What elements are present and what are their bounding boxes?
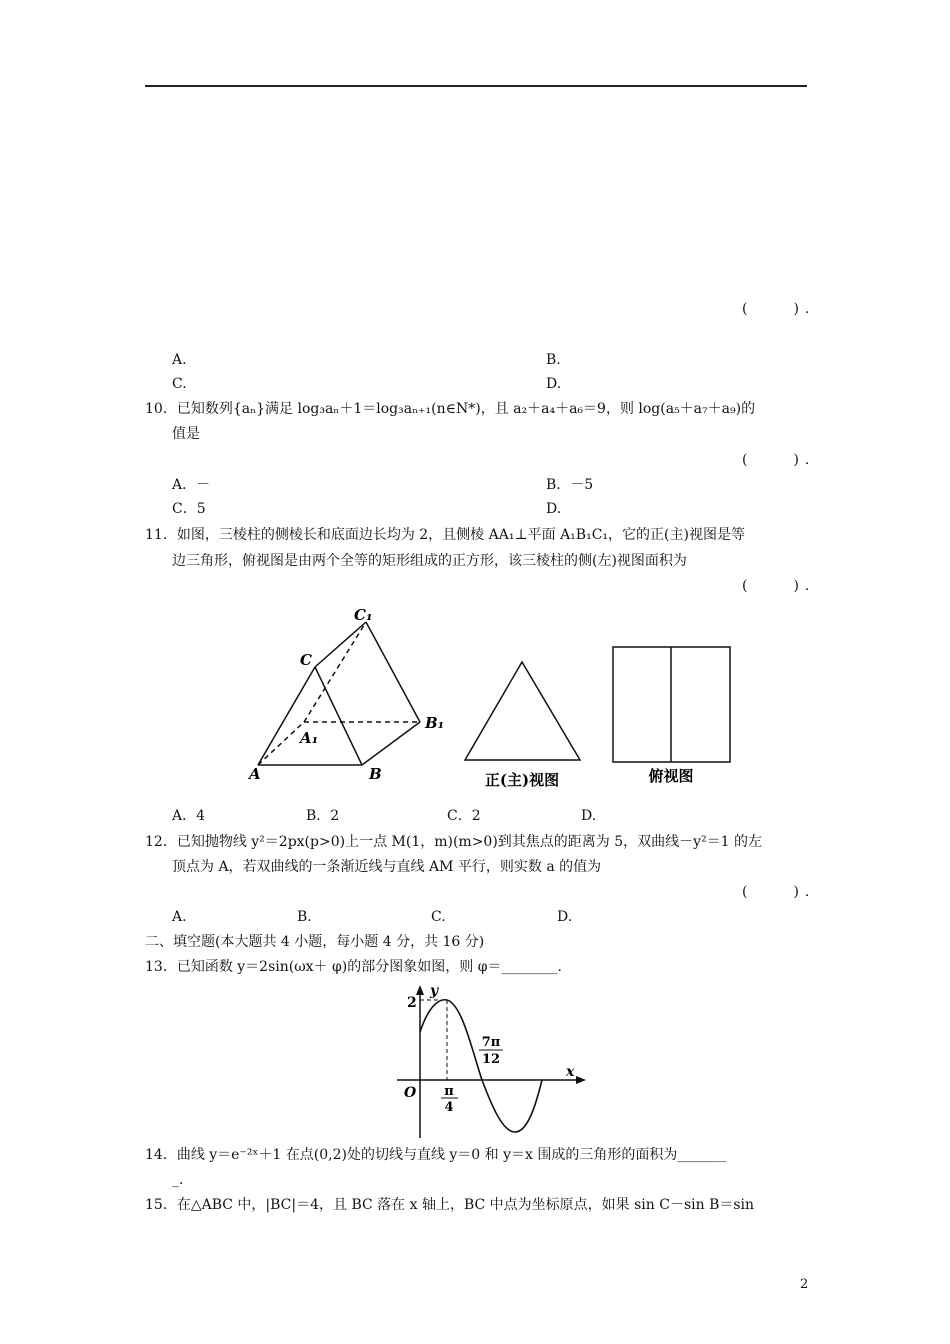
- q9-option-a: A.: [172, 352, 187, 368]
- prism-diagram: [258, 622, 420, 765]
- q9-option-b: B.: [546, 352, 561, 368]
- header-rule: [145, 85, 807, 87]
- q15-stem-line1: 15．在△ABC 中，|BC|＝4，且 BC 落在 x 轴上，BC 中点为坐标原点，如果 sin C－sin B＝sin: [145, 1197, 755, 1213]
- q12-option-d: D.: [557, 909, 573, 925]
- q11-answer-bracket: ( ).: [742, 578, 816, 594]
- q12-answer-bracket: ( ).: [742, 884, 816, 900]
- q9-option-c: C.: [172, 376, 187, 392]
- section-2-heading: 二、填空题(本大题共 4 小题，每小题 4 分，共 16 分): [145, 934, 485, 950]
- front-view-triangle: [465, 662, 580, 760]
- q11-figure: [240, 600, 740, 800]
- tick2-numerator: 7π: [481, 1035, 501, 1050]
- tick1-denominator: 4: [444, 1100, 454, 1115]
- q11-option-d: D.: [581, 808, 597, 824]
- q11-stem-line1: 11．如图，三棱柱的侧棱长和底面边长均为 2，且侧棱 AA₁⊥平面 A₁B₁C₁，它的正(主)视图是等: [145, 527, 745, 543]
- y-axis-arrow-icon: [416, 985, 424, 995]
- q12-stem-line1: 12．已知抛物线 y²＝2px(p>0)上一点 M(1，m)(m>0)到其焦点的距离为 5，双曲线－y²＝1 的左: [145, 834, 763, 850]
- q10-stem-line2: 值是: [172, 426, 200, 442]
- q11-option-a: A．4: [172, 808, 206, 824]
- label-b1: B₁: [425, 714, 445, 732]
- front-view-label: 正(主)视图: [484, 771, 560, 789]
- page-number: 2: [800, 1277, 809, 1292]
- y-tick-label: 2: [407, 995, 417, 1011]
- q10-option-a: A．－: [172, 477, 211, 493]
- q12-option-b: B.: [297, 909, 312, 925]
- x-axis-arrow-icon: [576, 1076, 586, 1084]
- label-c1: C₁: [354, 606, 373, 624]
- q12-option-a: A.: [172, 909, 187, 925]
- q9-option-d: D.: [546, 376, 562, 392]
- q13-sine-graph: [390, 978, 595, 1143]
- q9-answer-bracket: ( ).: [742, 301, 816, 317]
- origin-label: O: [404, 1085, 417, 1101]
- q10-stem-line1: 10．已知数列{aₙ}满足 log₃aₙ＋1＝log₃aₙ₊₁(n∈N*)，且 a₂＋a₄＋a₆＝9，则 log(a₅＋a₇＋a₉)的: [145, 401, 756, 417]
- q14-stem-line2: _.: [172, 1172, 184, 1188]
- q10-option-c: C．5: [172, 501, 206, 517]
- label-c: C: [300, 651, 312, 669]
- q10-answer-bracket: ( ).: [742, 452, 816, 468]
- q14-stem-line1: 14．曲线 y＝e⁻²ˣ＋1 在点(0,2)处的切线与直线 y＝0 和 y＝x 围成的三角形的面积为_______: [145, 1147, 727, 1163]
- tick1-numerator: π: [444, 1084, 454, 1099]
- label-a: A: [249, 765, 261, 783]
- q12-option-c: C.: [431, 909, 446, 925]
- q12-stem-line2: 顶点为 A，若双曲线的一条渐近线与直线 AM 平行，则实数 a 的值为: [172, 859, 602, 875]
- tick2-denominator: 12: [481, 1052, 501, 1067]
- q13-stem: 13．已知函数 y＝2sin(ωx＋ φ)的部分图象如图，则 φ＝________.: [145, 959, 562, 975]
- q11-option-c: C．2: [447, 808, 481, 824]
- label-a1: A₁: [300, 729, 319, 747]
- q11-stem-line2: 边三角形，俯视图是由两个全等的矩形组成的正方形，该三棱柱的侧(左)视图面积为: [172, 553, 687, 569]
- x-axis-label: x: [566, 1064, 575, 1080]
- q11-option-b: B．2: [306, 808, 340, 824]
- q10-option-b: B．－5: [546, 477, 594, 493]
- label-b: B: [369, 765, 382, 783]
- y-axis-label: y: [430, 983, 439, 999]
- q10-option-d: D.: [546, 501, 562, 517]
- top-view-label: 俯视图: [648, 767, 694, 785]
